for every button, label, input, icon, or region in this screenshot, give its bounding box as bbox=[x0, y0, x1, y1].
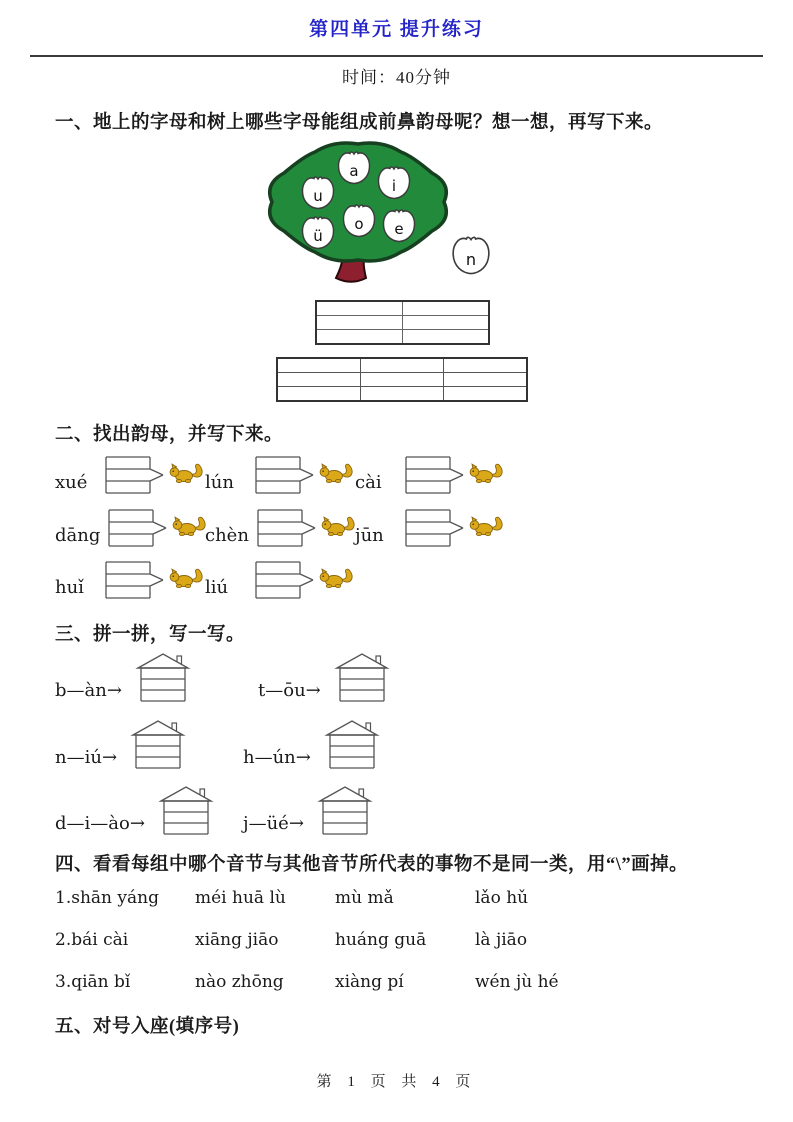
four-line-answer-box bbox=[106, 457, 163, 493]
blend-item bbox=[243, 719, 383, 769]
svg-text:e: e bbox=[394, 220, 404, 238]
svg-text:u: u bbox=[313, 187, 323, 205]
letter-peach-i bbox=[378, 167, 409, 198]
header-divider bbox=[30, 55, 763, 57]
syllable-cell: mù mǎ bbox=[335, 888, 394, 908]
syllable-row bbox=[55, 888, 745, 908]
letter-peach-u bbox=[302, 177, 333, 208]
syllable-row bbox=[55, 930, 745, 950]
house-answer-box bbox=[327, 721, 377, 768]
four-line-answer-box bbox=[406, 510, 463, 546]
syllable-label: liú bbox=[205, 577, 229, 598]
blend-item bbox=[55, 719, 189, 769]
blend-label: j—üé→ bbox=[243, 813, 304, 834]
answer-cell bbox=[403, 316, 490, 330]
four-line-answer-box bbox=[106, 562, 163, 598]
syllable-cell: lǎo hǔ bbox=[475, 888, 529, 908]
pinyin-item bbox=[55, 560, 207, 600]
answer-table-large bbox=[276, 357, 528, 402]
answer-cell bbox=[316, 330, 403, 345]
squirrel-icon bbox=[170, 464, 202, 482]
blend-label: b—àn→ bbox=[55, 680, 122, 701]
answer-cell bbox=[277, 358, 361, 373]
answer-cell bbox=[361, 387, 444, 402]
blend-label: h—ún→ bbox=[243, 747, 311, 768]
house-answer-box bbox=[133, 721, 183, 768]
four-line-answer-box bbox=[256, 457, 313, 493]
four-line-answer-box bbox=[109, 510, 166, 546]
pinyin-item bbox=[55, 508, 210, 548]
squirrel-icon bbox=[173, 517, 205, 535]
blend-label: d—i—ào→ bbox=[55, 813, 145, 834]
blend-item bbox=[55, 652, 194, 702]
pinyin-item bbox=[205, 455, 357, 495]
syllable-row bbox=[55, 972, 745, 992]
answer-cell bbox=[277, 373, 361, 387]
four-line-answer-box bbox=[406, 457, 463, 493]
section-4-heading: 四、看看每组中哪个音节与其他音节所代表的事物不是同一类，用“\”画掉。 bbox=[55, 855, 689, 875]
blend-item bbox=[243, 785, 376, 835]
syllable-cell: 3.qiān bǐ bbox=[55, 972, 131, 992]
blend-label: t—ōu→ bbox=[258, 680, 321, 701]
answer-cell bbox=[403, 330, 490, 345]
squirrel-icon bbox=[470, 464, 502, 482]
answer-cell bbox=[444, 387, 528, 402]
blend-item bbox=[258, 652, 393, 702]
time-limit: 时间：40分钟 bbox=[342, 68, 451, 87]
letter-tree-illustration bbox=[266, 138, 501, 295]
syllable-cell: 1.shān yáng bbox=[55, 888, 159, 908]
house-answer-box bbox=[161, 787, 211, 834]
squirrel-icon bbox=[322, 517, 354, 535]
syllable-cell: méi huā lù bbox=[195, 888, 286, 908]
pinyin-item bbox=[205, 508, 359, 548]
svg-text:o: o bbox=[354, 215, 364, 233]
answer-cell bbox=[361, 373, 444, 387]
svg-text:i: i bbox=[391, 177, 397, 195]
four-line-answer-box bbox=[256, 562, 313, 598]
syllable-label: lún bbox=[205, 472, 234, 493]
blend-item bbox=[55, 785, 217, 835]
letter-peach-a bbox=[338, 152, 369, 183]
pinyin-item bbox=[355, 455, 507, 495]
section-2-heading: 二、找出韵母，并写下来。 bbox=[55, 425, 284, 445]
ground-letter-peach-n bbox=[453, 237, 489, 273]
syllable-label: chèn bbox=[205, 525, 249, 546]
syllable-cell: 2.bái cài bbox=[55, 930, 129, 950]
syllable-label: jūn bbox=[355, 525, 384, 546]
answer-cell bbox=[277, 387, 361, 402]
syllable-cell: nào zhōng bbox=[195, 972, 284, 992]
syllable-cell: là jiāo bbox=[475, 930, 528, 950]
answer-table-small bbox=[315, 300, 490, 345]
letter-peach-o bbox=[343, 205, 374, 236]
house-answer-box bbox=[320, 787, 370, 834]
squirrel-icon bbox=[320, 464, 352, 482]
syllable-label: cài bbox=[355, 472, 382, 493]
section-3-heading: 三、拼一拼，写一写。 bbox=[55, 625, 246, 645]
syllable-cell: xiàng pí bbox=[335, 972, 404, 992]
pinyin-item bbox=[205, 560, 357, 600]
house-answer-box bbox=[138, 654, 188, 701]
section-1-heading: 一、地上的字母和树上哪些字母能组成前鼻韵母呢？想一想，再写下来。 bbox=[55, 113, 664, 133]
answer-cell bbox=[316, 316, 403, 330]
pinyin-item bbox=[55, 455, 207, 495]
letter-peach-u-umlaut bbox=[302, 217, 333, 248]
syllable-cell: xiāng jiāo bbox=[195, 930, 279, 950]
svg-text:ü: ü bbox=[313, 227, 323, 245]
svg-text:n: n bbox=[465, 249, 477, 269]
page-title: 第四单元 提升练习 bbox=[309, 19, 484, 40]
syllable-label: dāng bbox=[55, 525, 101, 546]
syllable-cell: wén jù hé bbox=[475, 972, 559, 992]
syllable-label: xué bbox=[55, 472, 88, 493]
answer-cell bbox=[361, 358, 444, 373]
syllable-label: huǐ bbox=[55, 577, 84, 598]
answer-cell bbox=[403, 301, 490, 316]
house-answer-box bbox=[337, 654, 387, 701]
section-5-heading: 五、对号入座(填序号) bbox=[55, 1017, 240, 1037]
answer-cell bbox=[444, 358, 528, 373]
squirrel-icon bbox=[170, 569, 202, 587]
answer-cell bbox=[316, 301, 403, 316]
page-footer: 第 1 页 共 4 页 bbox=[316, 1074, 477, 1090]
four-line-answer-box bbox=[258, 510, 315, 546]
svg-text:a: a bbox=[349, 162, 359, 180]
squirrel-icon bbox=[470, 517, 502, 535]
blend-label: n—iú→ bbox=[55, 747, 118, 768]
letter-peach-e bbox=[383, 210, 414, 241]
answer-cell bbox=[444, 373, 528, 387]
squirrel-icon bbox=[320, 569, 352, 587]
pinyin-item bbox=[355, 508, 507, 548]
syllable-cell: huáng guā bbox=[335, 930, 427, 950]
